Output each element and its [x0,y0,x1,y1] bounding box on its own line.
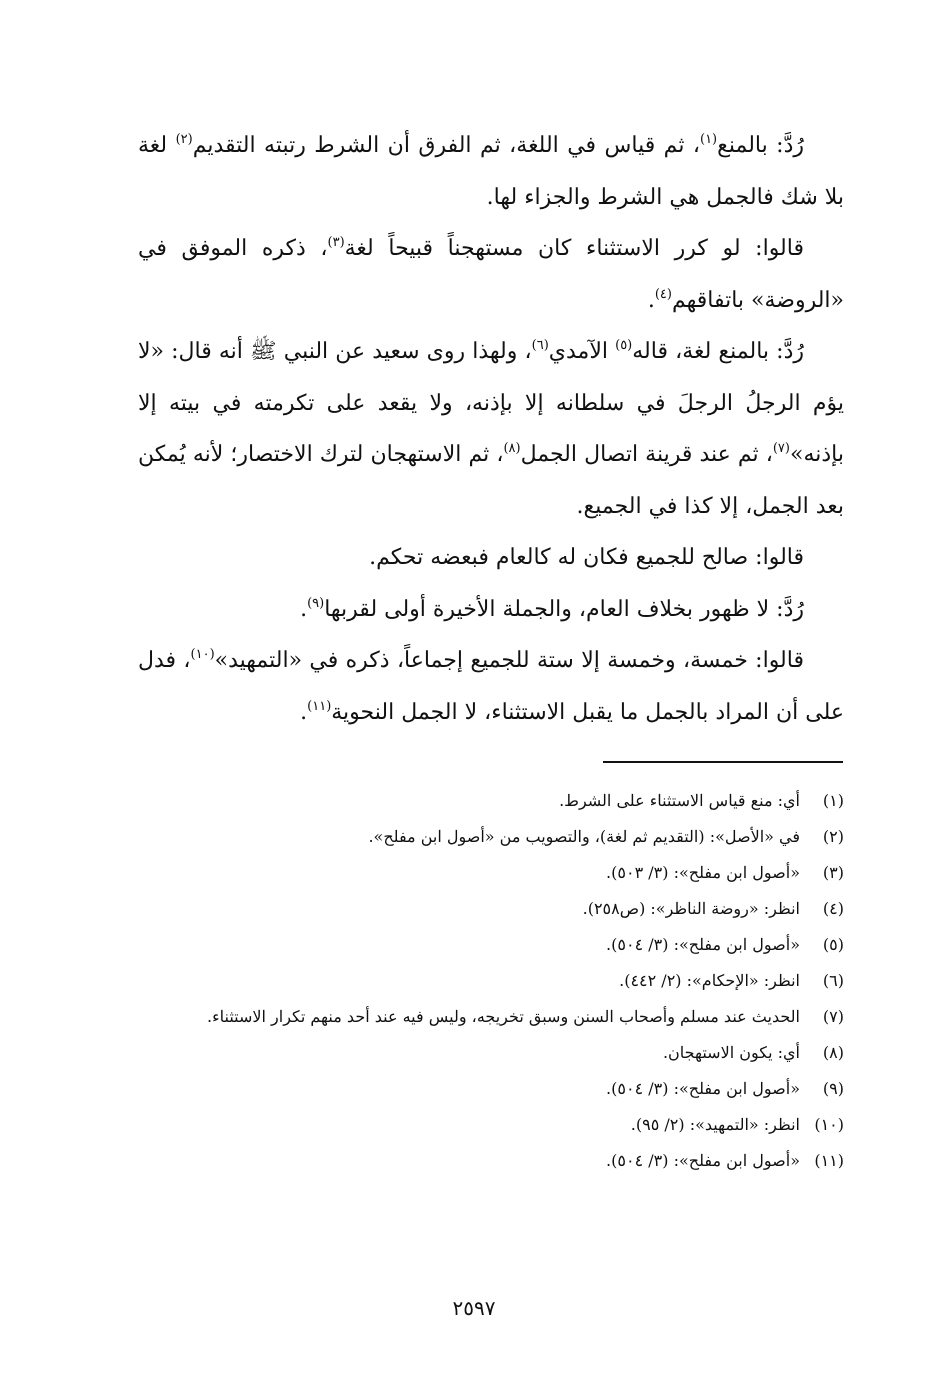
text-run: رُدَّ: لا ظهور بخلاف العام، والجملة الأخيرة أولى لقربها [324,596,804,622]
footnote [138,1146,844,1176]
footnote-number: (٧) [822,1007,844,1026]
footnote-marker[interactable]: (٨) [503,441,521,456]
footnote-marker[interactable]: (٦) [531,338,549,353]
footnote [138,858,844,888]
paragraph [138,635,844,738]
footnote-marker[interactable]: (٣) [327,235,345,250]
footnote-marker[interactable]: (٤) [654,286,672,302]
footnote-text: الحديث عند مسلم وأصحاب السنن وسبق تخريجه، وليس فيه عند أحد منهم تكرار الاستثناء. [207,1007,800,1026]
footnote-text: انظر: «التمهيد»: (٢/ ٩٥). [630,1115,800,1134]
footnote-marker[interactable]: (٢) [175,132,193,147]
footnote-marker[interactable]: (٧) [772,441,790,456]
text-run: ، ولهذا روى سعيد عن النبي ﷺ أنه قال: «لا يؤم الرجلُ الرجلَ في سلطانه إلا بإذنه، ولا يقعد على تكرمته في بيته إلا بإذنه» [138,339,844,467]
footnote-number: (٣) [822,863,844,882]
footnote-number: (١) [822,791,844,810]
text-run: الآمدي [548,339,616,364]
text-run: . [300,596,308,622]
text-run: ، ثم الاستهجان لترك الاختصار؛ لأنه يُمكن بعد الجمل، إلا كذا في الجميع. [138,442,844,519]
footnote-number: (٤) [822,899,844,918]
footnote-text: «أصول ابن مفلح»: (٣/ ٥٠٣). [606,863,800,882]
footnote-number: (٥) [822,935,844,954]
footnote-text: في «الأصل»: (التقديم ثم لغة)، والتصويب من «أصول ابن مفلح». [368,827,800,846]
footnote-marker[interactable]: (٥) [615,338,633,353]
paragraph [138,584,844,636]
footnote [138,1110,844,1140]
footnote-text: أي: يكون الاستهجان. [662,1043,800,1062]
paragraph [138,120,844,223]
footnote-marker[interactable]: (١٠) [190,647,215,662]
footnote [138,822,844,852]
text-run: قالوا: خمسة، وخمسة إلا ستة للجميع إجماعاً، ذكره في «التمهيد» [214,648,804,673]
footnote-text: «أصول ابن مفلح»: (٣/ ٥٠٤). [606,935,800,954]
paragraph [138,532,844,584]
footnote [138,786,844,816]
text-run: . [647,287,655,313]
footnotes-list [138,786,844,1182]
page-number: ٢٥٩٧ [452,1296,496,1320]
footnote [138,894,844,924]
text-run: قالوا: لو كرر الاستثناء كان مستهجناً قبيحاً لغة [344,236,804,261]
footnote [138,1038,844,1068]
text-run: ، ذكره الموفق في «الروضة» باتفاقهم [138,236,844,313]
footnote-number: (١٠) [814,1115,844,1134]
footnote [138,1074,844,1104]
text-run: ، ثم قياس في اللغة، ثم الفرق أن الشرط رتبته التقديم [192,133,700,158]
footnote-marker[interactable]: (١) [699,132,718,147]
footnote-text: انظر: «روضة الناظر»: (ص٢٥٨). [582,899,800,918]
footnote-marker[interactable]: (١١) [307,698,332,714]
footnote [138,930,844,960]
text-run: . [300,699,308,725]
footnote-number: (٨) [822,1043,844,1062]
footnote [138,966,844,996]
text-run: ، ثم عند قرينة اتصال الجمل [520,442,773,467]
footnote-separator [603,761,843,763]
text-run: رُدَّ: بالمنع لغة، قاله [632,339,804,364]
text-run: لغة بلا شك فالجمل هي الشرط والجزاء لها. [138,133,844,210]
text-run: رُدَّ: بالمنع [717,133,804,158]
footnote-text: انظر: «الإحكام»: (٢/ ٤٤٢). [619,971,800,990]
paragraph [138,326,844,532]
footnote [138,1002,844,1032]
footnote-text: أي: منع قياس الاستثناء على الشرط. [559,791,800,810]
footnote-text: «أصول ابن مفلح»: (٣/ ٥٠٤). [606,1151,800,1170]
text-run: قالوا: صالح للجميع فكان له كالعام فبعضه تحكم. [369,545,804,570]
footnote-number: (٦) [822,971,844,990]
footnote-text: «أصول ابن مفلح»: (٣/ ٥٠٤). [606,1079,800,1098]
footnote-number: (٩) [822,1079,844,1098]
footnote-number: (٢) [822,827,844,846]
text-run: ، فدل على أن المراد بالجمل ما يقبل الاستثناء، لا الجمل النحوية [138,648,844,725]
footnote-number: (١١) [814,1151,844,1170]
main-text [138,120,844,738]
paragraph [138,223,844,326]
footnote-marker[interactable]: (٩) [307,595,325,611]
